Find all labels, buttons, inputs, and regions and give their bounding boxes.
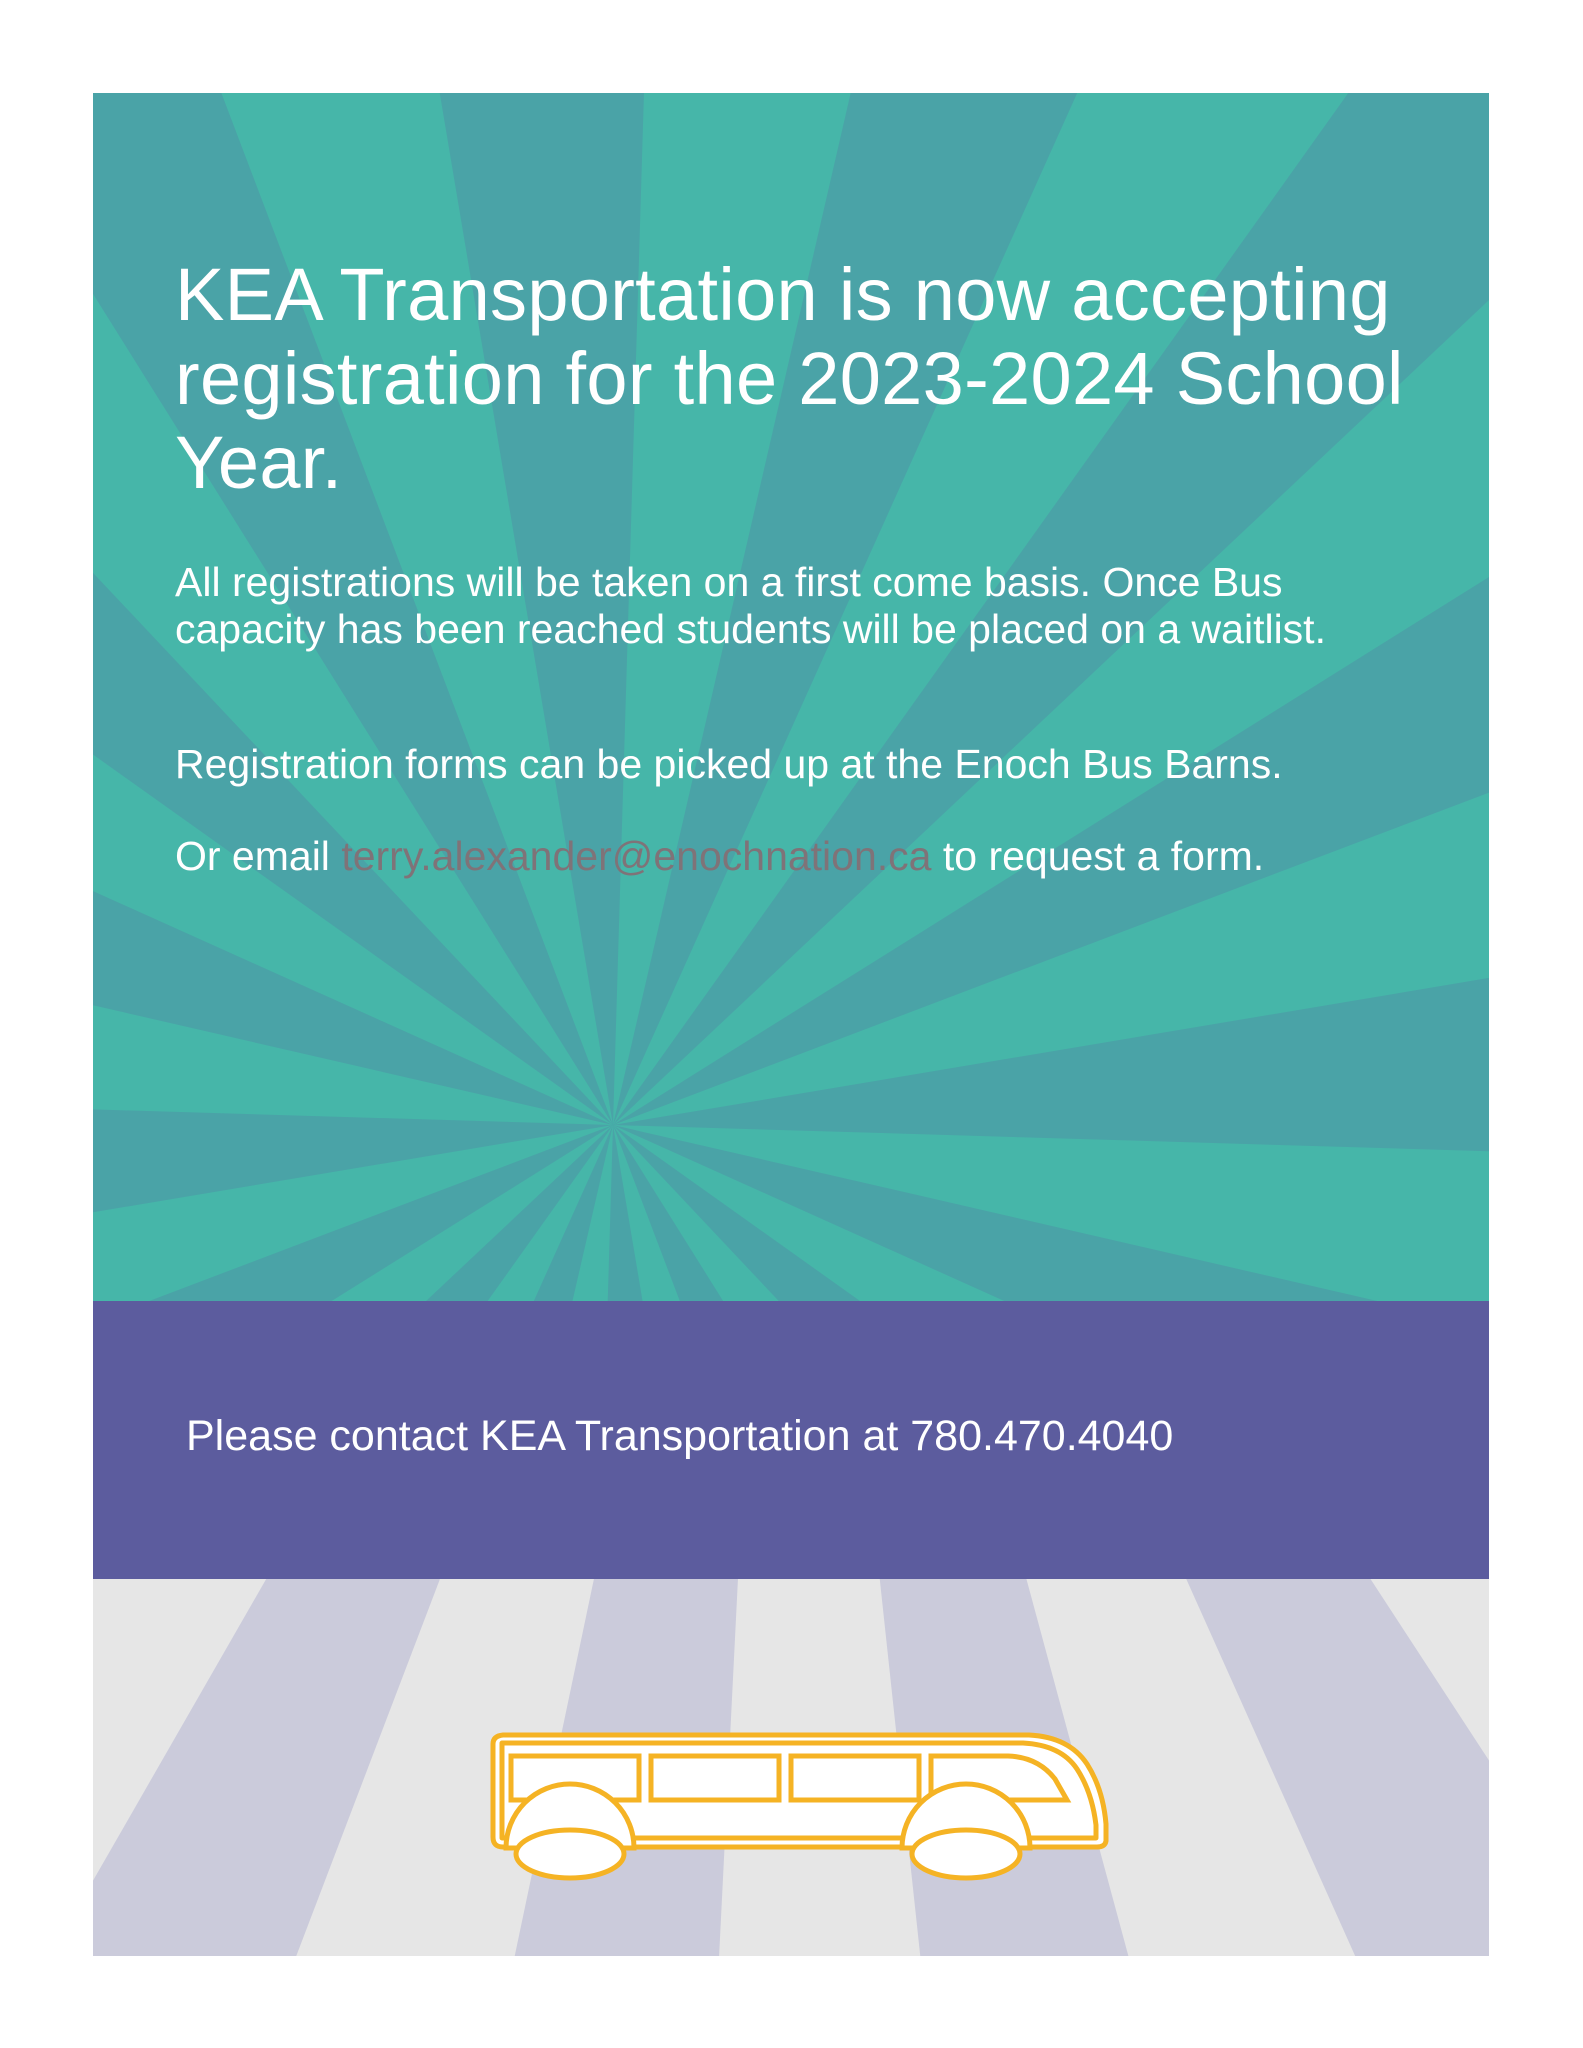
email-link[interactable]: terry.alexander@enochnation.ca xyxy=(341,833,932,879)
headline: KEA Transportation is now accepting registration for the 2023-2024 School Year. xyxy=(175,253,1404,504)
bus-icon xyxy=(93,1579,1489,1956)
striped-footer xyxy=(93,1579,1489,1956)
email-notice xyxy=(175,833,1415,880)
flyer xyxy=(93,93,1489,1956)
contact-band xyxy=(93,1301,1489,1579)
email-suffix: to request a form. xyxy=(931,833,1265,879)
first-come-notice: All registrations will be taken on a first come basis. Once Bus capacity has been reached students will be placed on a waitlist. xyxy=(175,559,1326,652)
sunburst-panel xyxy=(93,93,1489,1301)
email-prefix: Or email xyxy=(175,833,342,879)
pickup-notice: Registration forms can be picked up at the Enoch Bus Barns. xyxy=(175,741,1283,787)
contact-phone-line: Please contact KEA Transportation at 780.470.4040 xyxy=(186,1412,1174,1460)
